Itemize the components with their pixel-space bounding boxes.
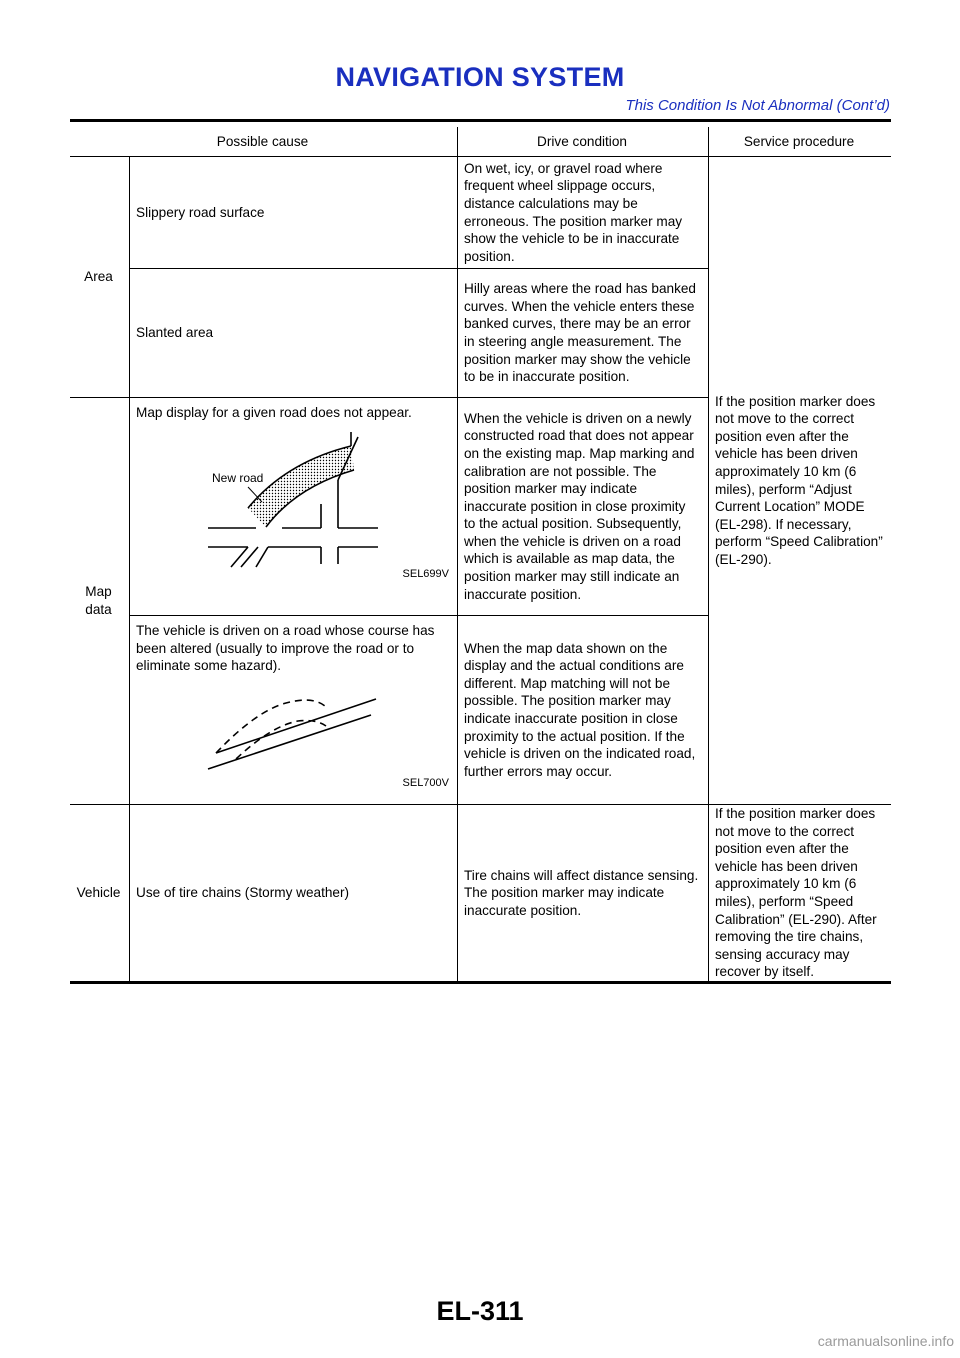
table-row bbox=[70, 157, 891, 269]
shared-service-cell: If the position marker does not move to the correct position even after the vehicle has been driven approximately 10 km (6 miles), perform “Adjust Current Location” MODE (EL-298). If necessary, perform “Speed Calibration” (EL-290). bbox=[709, 157, 892, 805]
condition-cell: When the map data shown on the display and the actual conditions are different. Map matching will not be possible. The position marker may indicate inaccurate position in close proximity to the actual position. If the vehicle is driven on the indicated road, further errors may occur. bbox=[458, 616, 709, 805]
category-vehicle: Vehicle bbox=[70, 805, 130, 983]
figure-altered-road bbox=[136, 681, 449, 793]
cause-cell-with-figure bbox=[130, 398, 458, 616]
cause-cell-with-figure bbox=[130, 616, 458, 805]
condition-cell: When the vehicle is driven on a newly constructed road that does not appear on the existing map. Map marking and calibration are not possible. The position marker may indicate inaccurate position in close proximity to the actual position. Subsequently, when the vehicle is driven on a road which is available as map data, the position marker may still indicate an inaccurate position. bbox=[458, 398, 709, 616]
column-header-cause: Possible cause bbox=[70, 127, 458, 157]
table-header-row bbox=[70, 127, 891, 157]
page-title: NAVIGATION SYSTEM bbox=[335, 62, 625, 92]
page-subtitle: This Condition Is Not Abnormal (Cont’d) bbox=[625, 97, 890, 114]
cause-cell: Use of tire chains (Stormy weather) bbox=[130, 805, 458, 983]
cause-cell: Slanted area bbox=[130, 269, 458, 398]
new-road-diagram bbox=[136, 432, 449, 574]
altered-road-diagram bbox=[136, 681, 449, 781]
watermark: carmanualsonline.info bbox=[817, 1333, 954, 1349]
page-number: EL-311 bbox=[436, 1296, 524, 1326]
table-row bbox=[70, 805, 891, 983]
condition-cell: Hilly areas where the road has banked curves. When the vehicle enters these banked curves, there may be an error in steering angle measurement. The position marker may show the vehicle to be in inaccurate position. bbox=[458, 269, 709, 398]
category-area: Area bbox=[70, 157, 130, 398]
cause-cell: Slippery road surface bbox=[130, 157, 458, 269]
category-map-data bbox=[70, 398, 130, 805]
figure-label: New road bbox=[212, 470, 264, 485]
category-label: Map data bbox=[85, 584, 112, 617]
condition-cell: On wet, icy, or gravel road where frequent wheel slippage occurs, distance calculations may be erroneous. The position marker may show the vehicle to be in inaccurate position. bbox=[458, 157, 709, 269]
condition-cell: Tire chains will affect distance sensing. The position marker may indicate inaccurate position. bbox=[458, 805, 709, 983]
cause-text: The vehicle is driven on a road whose course has been altered (usually to improve the road or to eliminate some hazard). bbox=[136, 623, 435, 674]
figure-code: SEL699V bbox=[402, 568, 449, 580]
figure-new-road bbox=[136, 432, 449, 584]
service-table bbox=[70, 127, 891, 984]
top-rule bbox=[70, 119, 891, 122]
cause-text: Map display for a given road does not appear. bbox=[136, 405, 412, 420]
column-header-condition: Drive condition bbox=[458, 127, 709, 157]
figure-code: SEL700V bbox=[402, 777, 449, 790]
column-header-service: Service procedure bbox=[709, 127, 892, 157]
service-cell: If the position marker does not move to the correct position even after the vehicle has been driven approximately 10 km (6 miles), perform “Speed Calibration” (EL-290). After removing the tire chains, sensing accuracy may recover by itself. bbox=[709, 805, 892, 983]
